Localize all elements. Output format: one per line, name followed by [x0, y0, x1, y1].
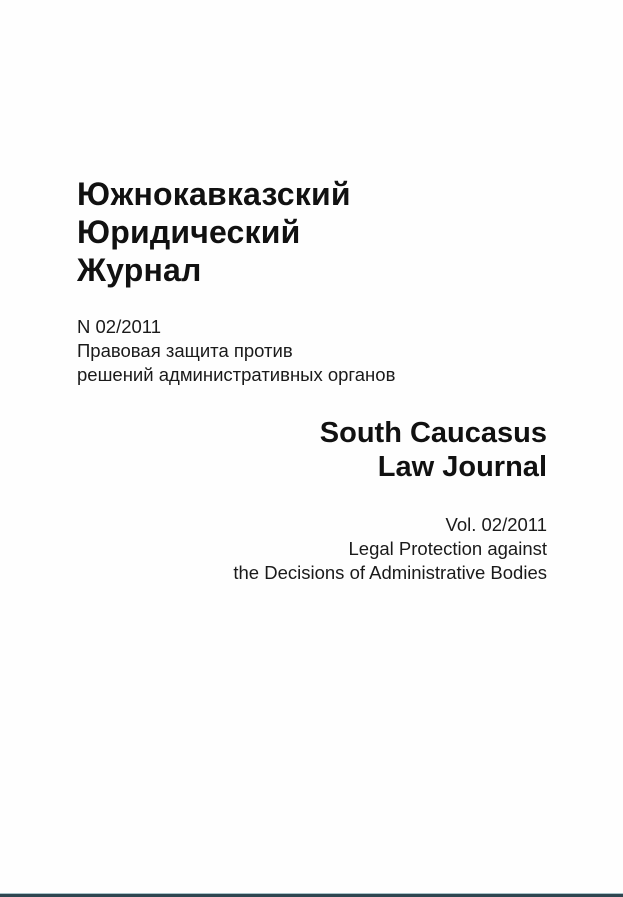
bottom-divider — [0, 893, 623, 897]
english-subtitle-line-2: the Decisions of Administrative Bodies — [233, 562, 547, 583]
english-subtitle-line-1: Legal Protection against — [348, 538, 547, 559]
english-title-line-1: South Caucasus — [319, 417, 547, 449]
russian-issue-block — [77, 315, 395, 387]
russian-subtitle-line-2: решений административных органов — [77, 364, 396, 385]
english-issue-block — [233, 513, 547, 585]
russian-title-line-1: Южнокавказский — [77, 176, 351, 212]
russian-journal-title — [77, 175, 351, 289]
english-issue-number: Vol. 02/2011 — [445, 514, 547, 535]
russian-subtitle-line-1: Правовая защита против — [77, 340, 293, 361]
english-title-line-2: Law Journal — [377, 451, 547, 483]
russian-issue-number: N 02/2011 — [77, 316, 161, 337]
english-journal-title — [320, 416, 547, 484]
russian-title-line-3: Журнал — [77, 252, 202, 288]
russian-title-line-2: Юридический — [77, 214, 301, 250]
